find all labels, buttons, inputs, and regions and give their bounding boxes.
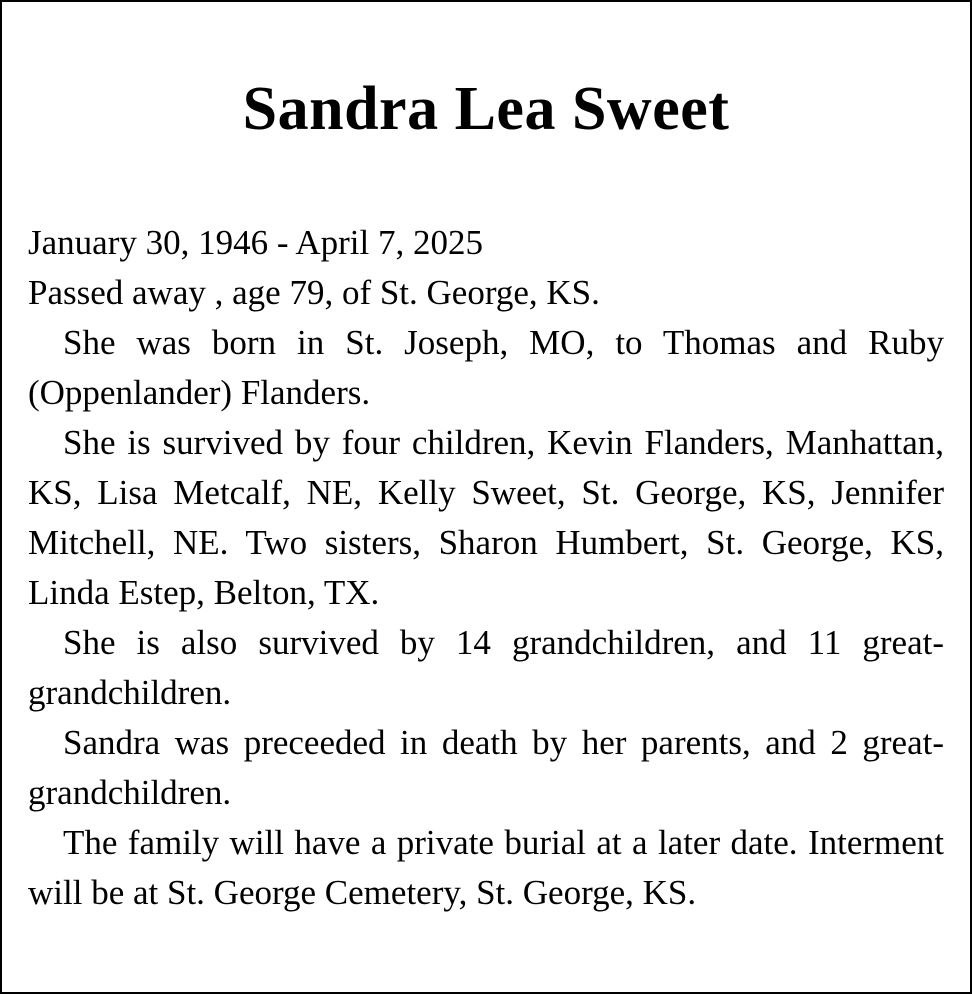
survivors-paragraph: She is survived by four children, Kevin Flanders, Manhattan, KS, Lisa Metcalf, NE, Kelly Sweet, St. George, KS, Jennifer Mitchell, NE. Two sisters, Sharon Humbert, St. George, KS, Linda Estep, Belton, TX. [28,423,944,612]
obituary-title: Sandra Lea Sweet [242,75,730,143]
grandchildren-paragraph: She is also survived by 14 grandchildren, and 11 great-grandchildren. [28,623,944,712]
obituary-body [28,218,944,918]
life-dates: January 30, 1946 - April 7, 2025 [28,223,483,262]
death-summary: Passed away , age 79, of St. George, KS. [28,273,600,312]
birth-paragraph: She was born in St. Joseph, MO, to Thomas and Ruby (Oppenlander) Flanders. [28,323,944,412]
burial-paragraph: The family will have a private burial at a later date. Interment will be at St. George Cemetery, St. George, KS. [28,823,944,912]
preceded-paragraph: Sandra was preceeded in death by her parents, and 2 great-grandchildren. [28,723,944,812]
